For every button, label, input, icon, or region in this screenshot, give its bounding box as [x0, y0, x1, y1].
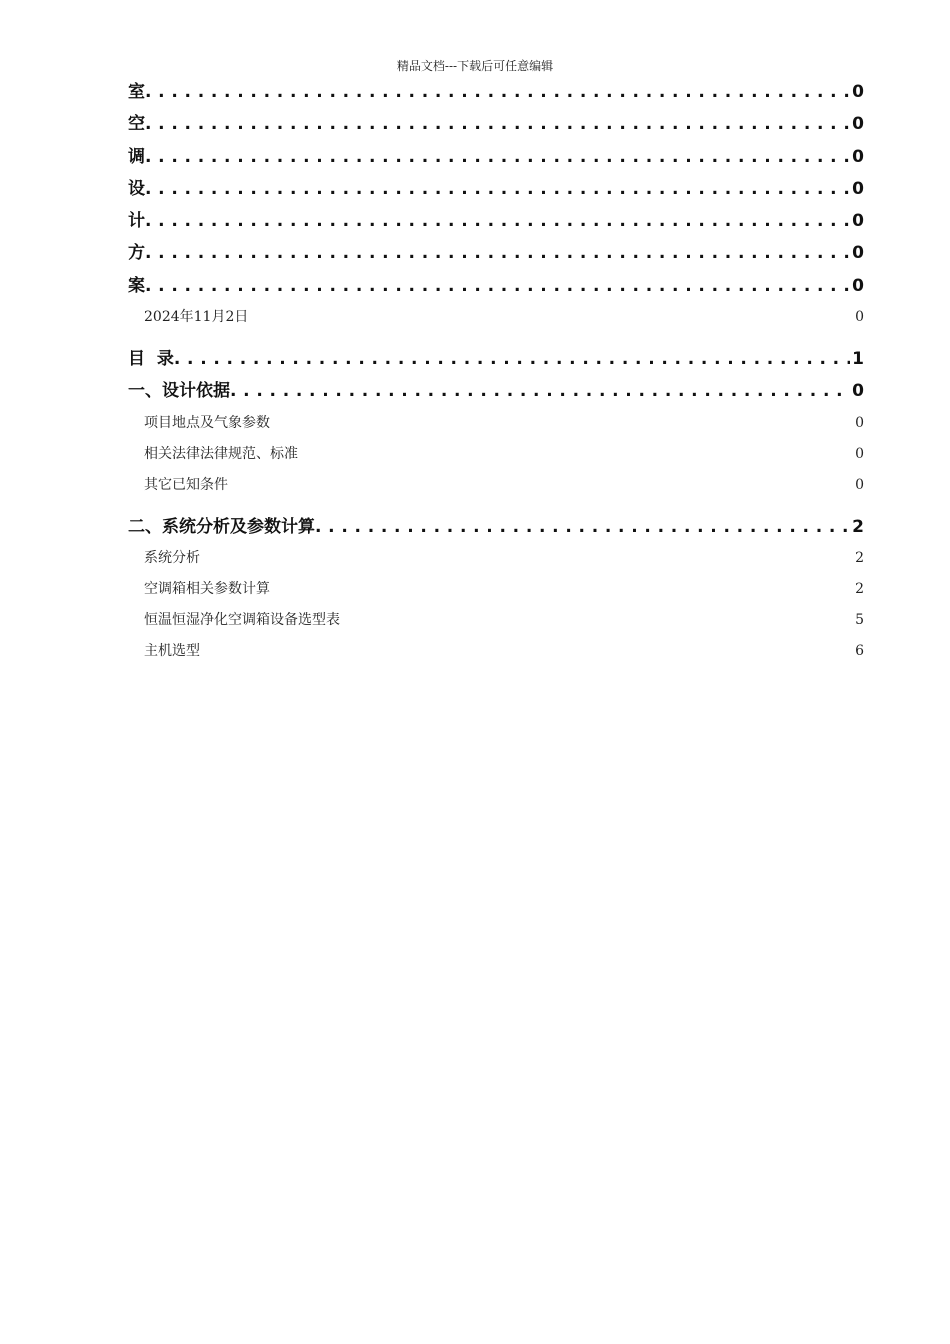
toc-entry-page: 2 [855, 580, 864, 597]
toc-entry-label: 设 [128, 178, 145, 199]
toc-entry-page: 0 [855, 476, 864, 493]
toc-entry-label: 室 [128, 82, 145, 102]
toc-entry-page: 0 [855, 445, 864, 462]
toc-entry-title-char[interactable] [128, 237, 864, 269]
toc-entry-contents[interactable] [128, 343, 864, 375]
toc-entry-page: 0 [855, 309, 864, 326]
dot-leader [145, 76, 850, 108]
spacer [128, 501, 864, 511]
toc-entry-label: 目 录 [128, 349, 174, 370]
toc-entry-page: 0 [852, 381, 864, 402]
toc-subentry[interactable] [128, 543, 864, 574]
toc-entry-label: 二、系统分析及参数计算 [128, 516, 315, 537]
toc-subentry[interactable] [128, 605, 864, 636]
toc-entry-page: 0 [852, 275, 864, 296]
toc-entry-label: 主机选型 [144, 642, 200, 659]
toc-entry-label: 方 [128, 243, 145, 264]
dot-leader [145, 141, 850, 173]
toc-entry-page: 0 [852, 146, 864, 167]
toc-entry-label: 相关法律法律规范、标准 [144, 445, 298, 462]
spacer [128, 333, 864, 343]
toc-entry-label: 计 [128, 211, 145, 232]
toc-entry-label: 案 [128, 275, 145, 296]
dot-leader [145, 108, 850, 140]
table-of-contents [128, 76, 864, 667]
toc-subentry[interactable] [128, 408, 864, 439]
dot-leader [174, 343, 850, 375]
dot-leader [145, 173, 850, 205]
toc-entry-label: 调 [128, 146, 145, 167]
toc-entry-page: 0 [855, 414, 864, 431]
toc-entry-page: 0 [852, 178, 864, 199]
toc-entry-title-char[interactable] [128, 205, 864, 237]
dot-leader [145, 205, 850, 237]
toc-entry-page: 1 [852, 349, 864, 370]
dot-leader [230, 375, 850, 407]
toc-entry-title-char[interactable] [128, 108, 864, 140]
toc-entry-title-char[interactable] [128, 141, 864, 173]
toc-entry-label: 项目地点及气象参数 [144, 414, 270, 431]
toc-entry-section-1[interactable] [128, 375, 864, 407]
toc-entry-label: 空 [128, 114, 145, 135]
toc-entry-page: 0 [852, 114, 864, 135]
dot-leader [145, 270, 850, 302]
toc-entry-label: 系统分析 [144, 549, 200, 566]
toc-entry-page: 0 [852, 211, 864, 232]
toc-subentry[interactable] [128, 574, 864, 605]
toc-entry-title-char[interactable] [128, 76, 864, 108]
toc-entry-page: 0 [852, 243, 864, 264]
toc-entry-page: 6 [855, 642, 864, 659]
toc-entry-label: 一、设计依据 [128, 381, 230, 402]
toc-entry-title-char[interactable] [128, 270, 864, 302]
toc-entry-page: 2 [855, 549, 864, 566]
toc-entry-section-2[interactable] [128, 511, 864, 543]
toc-entry-label: 恒温恒湿净化空调箱设备选型表 [144, 611, 340, 628]
toc-entry-label: 空调箱相关参数计算 [144, 580, 270, 597]
toc-entry-label: 其它已知条件 [144, 476, 228, 493]
toc-subentry[interactable] [128, 470, 864, 501]
toc-entry-page: 5 [855, 611, 864, 628]
toc-entry-date[interactable] [128, 302, 864, 333]
toc-entry-page: 2 [852, 516, 864, 537]
toc-entry-title-char[interactable] [128, 173, 864, 205]
dot-leader [145, 237, 850, 269]
page-header: 精品文档---下载后可任意编辑 [396, 59, 554, 73]
toc-entry-label: 2024年11月2日 [144, 309, 249, 326]
toc-subentry[interactable] [128, 636, 864, 667]
toc-subentry[interactable] [128, 439, 864, 470]
dot-leader [315, 511, 850, 543]
toc-entry-page: 0 [852, 82, 864, 102]
